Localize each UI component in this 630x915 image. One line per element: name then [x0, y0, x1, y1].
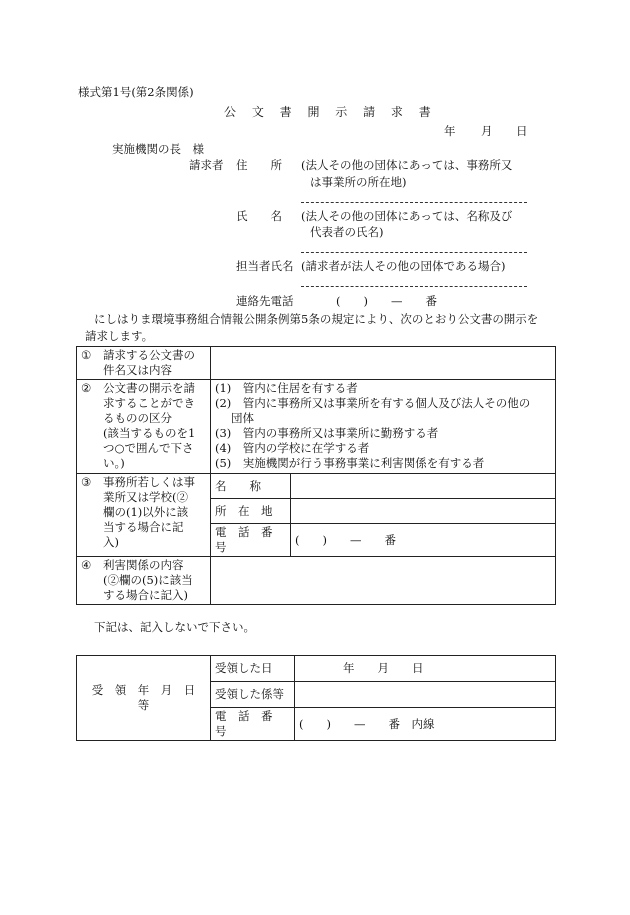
receipt-phone-label: 電 話 番 号 — [211, 708, 295, 741]
option-3[interactable]: (3) 管内の事務所又は事業所に勤務する者 — [215, 426, 439, 440]
row3-num: ③ — [81, 475, 92, 489]
office-name-field[interactable] — [291, 474, 556, 499]
row4-num: ④ — [81, 558, 92, 572]
option-5[interactable]: (5) 実施機関が行う事務事業に利害関係を有する者 — [215, 456, 485, 470]
option-1[interactable]: (1) 管内に住居を有する者 — [215, 381, 358, 395]
document-name-field[interactable] — [211, 347, 556, 380]
name-line[interactable] — [301, 252, 527, 253]
office-phone-field[interactable]: ( ) — 番 — [291, 524, 556, 557]
receipt-phone-field[interactable]: ( ) — 番 内線 — [295, 708, 556, 741]
address-note: (法人その他の団体にあっては、事務所又 — [301, 158, 513, 172]
office-phone-label: 電 話 番 号 — [211, 524, 291, 557]
category-options — [211, 380, 556, 474]
name-note: (法人その他の団体にあっては、名称及び — [301, 209, 513, 223]
row-interest — [77, 557, 556, 605]
row-document-name — [77, 347, 556, 380]
form-number: 様式第1号(第2条関係) — [78, 85, 194, 99]
option-2-cont: 団体 — [231, 411, 254, 425]
name-note-2: 代表者の氏名) — [310, 225, 384, 239]
name-label: 氏 名 — [236, 209, 282, 223]
contact-person-note: (請求者が法人その他の団体である場合) — [301, 259, 506, 273]
address-line[interactable] — [301, 202, 527, 203]
interest-field[interactable] — [211, 557, 556, 605]
row-office-name — [77, 474, 556, 499]
office-use-note: 下記は、記入しないで下さい。 — [94, 620, 255, 634]
row1-num: ① — [81, 348, 92, 362]
receipt-table — [76, 655, 556, 741]
office-name-label: 名 称 — [211, 474, 291, 499]
row-category — [77, 380, 556, 474]
row3-label: ③ 事務所若しくは事 業所又は学校(② 欄の(1)以外に該 当する場合に記 入) — [77, 474, 211, 557]
row2-num: ② — [81, 381, 92, 395]
phone-label: 連絡先電話 — [236, 294, 294, 308]
month-label: 月 — [481, 124, 493, 138]
row1-label: ① 請求する公文書の 件名又は内容 — [77, 347, 211, 380]
address-note-2: は事業所の所在地) — [310, 175, 407, 189]
office-address-field[interactable] — [291, 499, 556, 524]
intro-text-2: 請求します。 — [85, 329, 154, 343]
row4-label: ④ 利害関係の内容 (②欄の(5)に該当 する場合に記入) — [77, 557, 211, 605]
receipt-row-date — [77, 656, 556, 682]
year-label: 年 — [444, 124, 456, 138]
received-date-field[interactable]: 年 月 日 — [295, 656, 556, 682]
option-2[interactable]: (2) 管内に事務所又は事業所を有する個人及び法人その他の — [215, 396, 531, 410]
row2-label: ② 公文書の開示を請 求することができ るものの区分 (該当するものを1 つ○で囲んで下さ い。) — [77, 380, 211, 474]
contact-person-line[interactable] — [301, 286, 527, 287]
addressee: 実施機関の長 様 — [112, 142, 204, 156]
phone-format: ( ) — 番 — [336, 294, 437, 308]
staff-field[interactable] — [295, 682, 556, 708]
office-address-label: 所 在 地 — [211, 499, 291, 524]
receipt-label: 受 領 年 月 日 等 — [77, 656, 211, 741]
contact-person-label: 担当者氏名 — [236, 259, 294, 273]
day-label: 日 — [516, 124, 528, 138]
requester-label: 請求者 — [189, 158, 224, 172]
staff-label: 受領した係等 — [211, 682, 295, 708]
intro-text: にしはりま環境事務組合情報公開条例第5条の規定により、次のとおり公文書の開示を — [94, 312, 539, 326]
received-date-label: 受領した日 — [211, 656, 295, 682]
request-table — [76, 346, 556, 605]
address-label: 住 所 — [236, 158, 282, 172]
page-title: 公 文 書 開 示 請 求 書 — [224, 105, 437, 119]
option-4[interactable]: (4) 管内の学校に在学する者 — [215, 441, 370, 455]
